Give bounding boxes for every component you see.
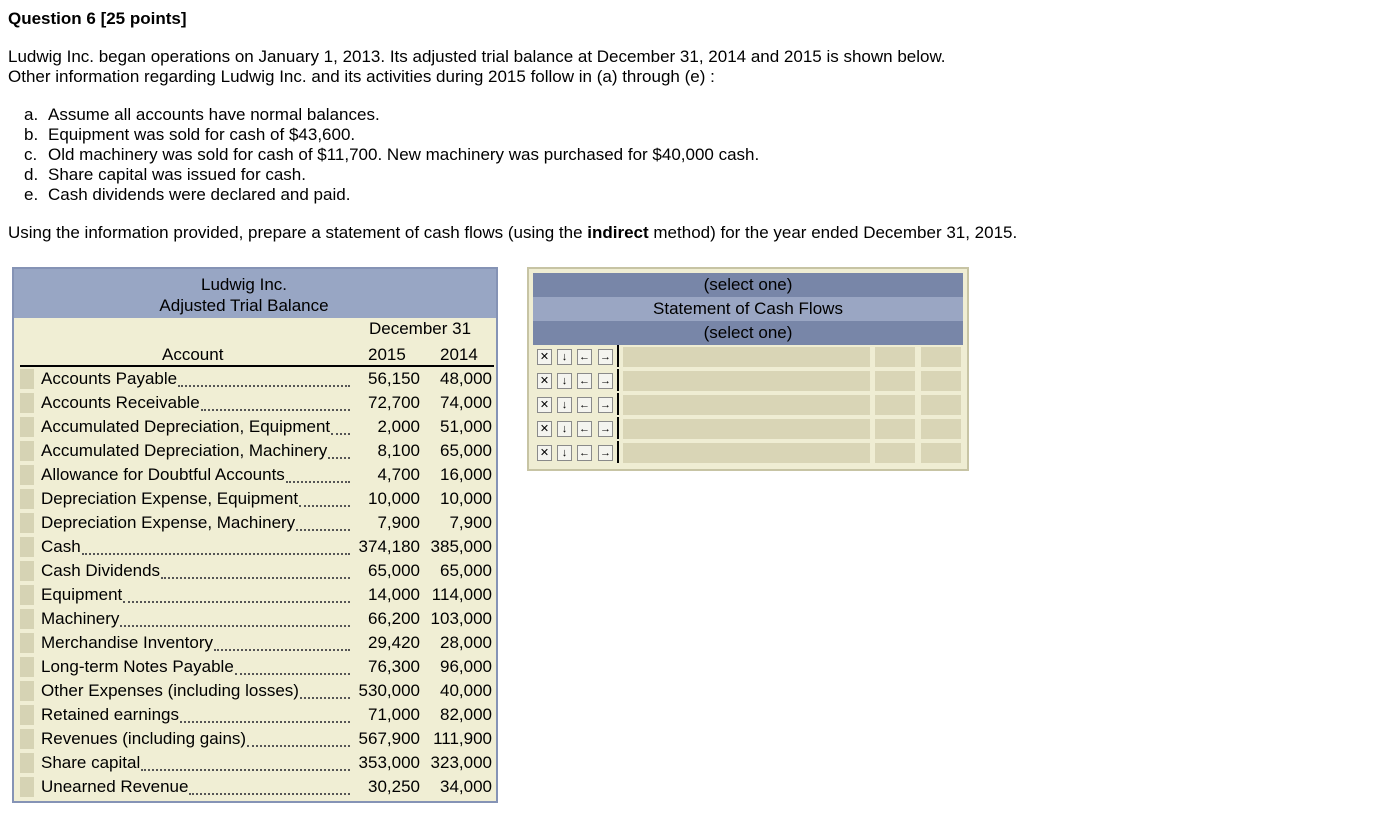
table-row [20,751,494,775]
question-title: Question 6 [25 points] [8,9,187,28]
leader-dots [161,559,350,579]
value-2015: 374,180 [358,537,420,556]
value-2014: 28,000 [440,633,492,652]
value-2015: 56,150 [368,369,420,388]
trial-balance-table [12,267,498,803]
delete-row-icon[interactable]: ✕ [537,373,552,389]
company-name: Ludwig Inc. [201,275,287,294]
value-2015: 530,000 [358,681,420,700]
table-row [20,583,494,607]
outdent-icon[interactable]: ← [579,375,590,387]
description-cell[interactable] [623,371,870,391]
row-marker [20,489,34,509]
value-2014: 34,000 [440,777,492,796]
value-2014: 10,000 [440,489,492,508]
statement-row [533,441,963,465]
value-2015: 65,000 [368,561,420,580]
leader-dots [300,679,350,699]
account-name: Cash Dividends [41,561,161,580]
list-item: a. Assume all accounts have normal balances. [24,105,380,124]
value-2015: 66,200 [368,609,420,628]
row-divider [617,441,619,463]
col-account: Account [162,345,224,364]
delete-row-icon[interactable]: ✕ [537,349,552,365]
row-marker [20,777,34,797]
leader-dots [120,607,350,627]
leader-dots [286,463,350,483]
period-select[interactable]: (select one) [533,321,963,345]
leader-dots [141,751,350,771]
insert-row-icon[interactable]: ↓ [557,373,572,389]
list-item: e. Cash dividends were declared and paid. [24,185,351,204]
table-row [20,463,494,487]
leader-dots [235,655,350,675]
row-marker [20,537,34,557]
row-marker [20,513,34,533]
table-row [20,415,494,439]
value-2015: 353,000 [358,753,420,772]
value-2015: 14,000 [368,585,420,604]
period-header: December 31 [369,319,472,338]
company-select[interactable]: (select one) [533,273,963,297]
value-2014: 40,000 [440,681,492,700]
cash-flow-statement [527,267,969,471]
table-row [20,391,494,415]
indent-icon[interactable]: → [600,423,611,435]
amount-cell[interactable] [875,395,915,415]
value-2014: 48,000 [440,369,492,388]
value-2014: 65,000 [440,561,492,580]
statement-row [533,369,963,393]
row-marker [20,705,34,725]
total-cell[interactable] [921,419,961,439]
delete-row-icon[interactable]: ✕ [537,397,552,413]
row-marker [20,633,34,653]
row-marker [20,417,34,437]
row-marker [20,609,34,629]
account-name: Machinery [41,609,120,628]
row-marker [20,681,34,701]
account-name: Unearned Revenue [41,777,189,796]
trial-balance-title: Adjusted Trial Balance [159,296,329,315]
insert-row-icon[interactable]: ↓ [557,445,572,461]
amount-cell[interactable] [875,419,915,439]
amount-cell[interactable] [875,347,915,367]
table-row [20,655,494,679]
insert-row-icon[interactable]: ↓ [557,421,572,437]
delete-row-icon[interactable]: ✕ [537,421,552,437]
total-cell[interactable] [921,443,961,463]
account-name: Long-term Notes Payable [41,657,234,676]
leader-dots [296,511,350,531]
amount-cell[interactable] [875,443,915,463]
list-item: c. Old machinery was sold for cash of $11,700. New machinery was purchased for $40,000 cash. [24,145,760,164]
leader-dots [123,583,350,603]
instructions: Using the information provided, prepare a statement of cash flows (using the indirect method) for the year ended December 31, 2015. [8,223,1018,242]
value-2014: 74,000 [440,393,492,412]
outdent-icon[interactable]: ← [579,447,590,459]
outdent-icon[interactable]: ← [579,351,590,363]
account-name: Other Expenses (including losses) [41,681,299,700]
row-marker [20,753,34,773]
leader-dots [201,391,350,411]
leader-dots [247,727,350,747]
value-2015: 29,420 [368,633,420,652]
table-row [20,703,494,727]
value-2014: 96,000 [440,657,492,676]
leader-dots [180,703,350,723]
value-2015: 567,900 [358,729,420,748]
account-name: Allowance for Doubtful Accounts [41,465,285,484]
value-2014: 65,000 [440,441,492,460]
account-name: Accumulated Depreciation, Machinery [41,441,328,460]
row-marker [20,561,34,581]
leader-dots [82,535,350,555]
table-row [20,487,494,511]
value-2014: 114,000 [431,585,492,604]
row-marker [20,729,34,749]
value-2015: 71,000 [368,705,420,724]
row-marker [20,465,34,485]
row-marker [20,369,34,389]
question-intro [8,47,1208,87]
col-2014: 2014 [440,345,478,364]
total-cell[interactable] [921,371,961,391]
value-2014: 82,000 [440,705,492,724]
total-cell[interactable] [921,395,961,415]
table-row [20,559,494,583]
indent-icon[interactable]: → [600,399,611,411]
value-2014: 7,900 [449,513,492,532]
total-cell[interactable] [921,347,961,367]
info-list [24,105,759,205]
statement-row [533,345,963,369]
value-2015: 8,100 [377,441,420,460]
row-divider [617,417,619,439]
indent-icon[interactable]: → [600,447,611,459]
table-row [20,775,494,799]
value-2015: 2,000 [377,417,420,436]
insert-row-icon[interactable]: ↓ [557,349,572,365]
value-2014: 51,000 [440,417,492,436]
table-row [20,607,494,631]
account-name: Accounts Receivable [41,393,200,412]
indent-icon[interactable]: → [600,351,611,363]
col-2015: 2015 [368,345,406,364]
intro-line-2: Other information regarding Ludwig Inc. and its activities during 2015 follow in (a) through (e) : [8,67,715,86]
outdent-icon[interactable]: ← [579,423,590,435]
table-row [20,631,494,655]
table-row [20,439,494,463]
value-2014: 323,000 [430,753,492,772]
leader-dots [214,631,350,651]
list-item: b. Equipment was sold for cash of $43,600. [24,125,356,144]
account-name: Retained earnings [41,705,179,724]
account-name: Accounts Payable [41,369,178,388]
account-name: Revenues (including gains) [41,729,247,748]
value-2015: 4,700 [377,465,420,484]
account-name: Depreciation Expense, Equipment [41,489,299,508]
account-name: Accumulated Depreciation, Equipment [41,417,331,436]
account-name: Merchandise Inventory [41,633,213,652]
value-2014: 385,000 [430,537,492,556]
statement-row [533,417,963,441]
trial-balance-header [14,269,496,318]
value-2015: 72,700 [368,393,420,412]
trial-balance-rows [20,367,494,799]
value-2014: 111,900 [433,729,492,748]
statement-row [533,393,963,417]
row-divider [617,345,619,367]
description-cell[interactable] [623,347,870,367]
table-row [20,367,494,391]
insert-row-icon[interactable]: ↓ [557,397,572,413]
table-row [20,535,494,559]
table-row [20,511,494,535]
account-name: Cash [41,537,81,556]
value-2014: 103,000 [430,609,492,628]
indent-icon[interactable]: → [600,375,611,387]
account-name: Equipment [41,585,123,604]
leader-dots [299,487,350,507]
value-2015: 10,000 [368,489,420,508]
row-marker [20,585,34,605]
list-item: d. Share capital was issued for cash. [24,165,306,184]
column-headers [20,343,494,367]
table-row [20,727,494,751]
value-2014: 16,000 [440,465,492,484]
row-divider [617,393,619,415]
amount-cell[interactable] [875,371,915,391]
leader-dots [189,775,350,795]
value-2015: 76,300 [368,657,420,676]
row-marker [20,657,34,677]
intro-line-1: Ludwig Inc. began operations on January 1, 2013. Its adjusted trial balance at December 31, 2014 and 2015 is shown below. [8,47,946,66]
description-cell[interactable] [623,395,870,415]
value-2015: 7,900 [377,513,420,532]
account-name: Share capital [41,753,141,772]
row-marker [20,393,34,413]
account-name: Depreciation Expense, Machinery [41,513,296,532]
leader-dots [178,367,350,387]
table-row [20,679,494,703]
outdent-icon[interactable]: ← [579,399,590,411]
leader-dots [328,439,350,459]
value-2015: 30,250 [368,777,420,796]
description-cell[interactable] [623,443,870,463]
description-cell[interactable] [623,419,870,439]
delete-row-icon[interactable]: ✕ [537,445,552,461]
row-marker [20,441,34,461]
statement-title: Statement of Cash Flows [533,297,963,321]
row-divider [617,369,619,391]
leader-dots [331,415,350,435]
